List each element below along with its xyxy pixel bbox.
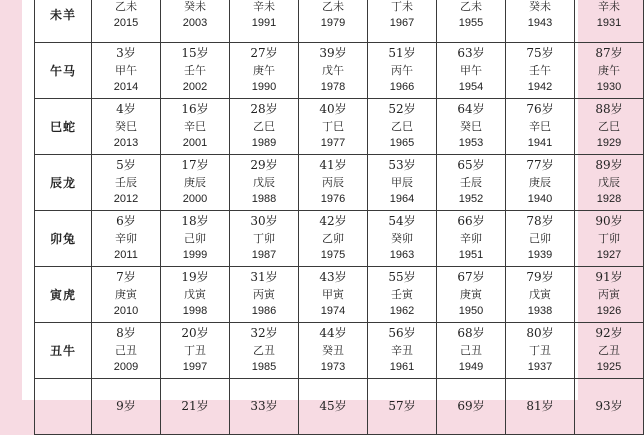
- year-cell: [575, 99, 644, 155]
- year-text: 1974: [320, 305, 346, 317]
- year-cell: [299, 155, 368, 211]
- age-text: 92岁: [595, 326, 623, 340]
- age-text: 41岁: [319, 158, 347, 172]
- age-text: 53岁: [388, 158, 416, 172]
- age-text: 64岁: [457, 102, 485, 116]
- age-text: 42岁: [319, 214, 347, 228]
- year-cell: [368, 99, 437, 155]
- year-cell: [92, 0, 161, 43]
- year-text: 2011: [114, 249, 138, 261]
- age-text: 4岁: [116, 102, 136, 116]
- year-text: 1967: [389, 16, 415, 29]
- document-sheet: [22, 0, 623, 413]
- ganzhi-text: 辛卯: [460, 232, 482, 245]
- ganzhi-text: 己卯: [529, 232, 551, 245]
- year-text: 1975: [320, 249, 346, 261]
- ganzhi-text: 乙未: [460, 0, 482, 13]
- age-text: 55岁: [388, 270, 416, 284]
- table-row: [35, 43, 644, 99]
- ganzhi-text: 甲寅: [322, 288, 344, 301]
- year-cell: [437, 323, 506, 379]
- ganzhi-text: 乙丑: [598, 344, 620, 357]
- age-text: 39岁: [319, 46, 347, 60]
- ganzhi-text: 辛丑: [391, 344, 413, 357]
- year-cell: [161, 323, 230, 379]
- age-text: 88岁: [595, 102, 623, 116]
- age-text: 77岁: [526, 158, 554, 172]
- year-cell: [161, 99, 230, 155]
- age-text: 43岁: [319, 270, 347, 284]
- ganzhi-text: 甲辰: [391, 176, 413, 189]
- year-cell: [575, 155, 644, 211]
- year-text: 1988: [251, 193, 277, 205]
- year-cell: [575, 211, 644, 267]
- year-cell: [299, 0, 368, 43]
- year-text: 2010: [113, 305, 139, 317]
- year-text: 1937: [527, 361, 553, 373]
- year-cell: [368, 0, 437, 43]
- year-cell: [437, 211, 506, 267]
- year-cell: [575, 43, 644, 99]
- year-text: 1951: [458, 249, 484, 261]
- year-text: 1978: [320, 81, 346, 93]
- year-text: 1987: [251, 249, 277, 261]
- ganzhi-text: 壬午: [184, 64, 206, 77]
- year-text: 1990: [251, 81, 277, 93]
- year-cell: [230, 379, 299, 435]
- year-text: 1965: [389, 137, 415, 149]
- age-text: 40岁: [319, 102, 347, 116]
- year-cell: [299, 99, 368, 155]
- age-text: 27岁: [250, 46, 278, 60]
- ganzhi-text: 甲午: [115, 64, 137, 77]
- year-text: 1938: [527, 305, 553, 317]
- age-text: 9岁: [116, 399, 136, 413]
- ganzhi-text: 己丑: [460, 344, 482, 357]
- age-text: 6岁: [116, 214, 136, 228]
- age-text: 68岁: [457, 326, 485, 340]
- age-text: 28岁: [250, 102, 278, 116]
- zodiac-label: [35, 379, 92, 435]
- age-text: 21岁: [181, 399, 209, 413]
- ganzhi-text: 癸丑: [322, 344, 344, 357]
- year-text: 1949: [458, 361, 484, 373]
- table-row: [35, 211, 644, 267]
- age-text: 16岁: [181, 102, 209, 116]
- age-text: 67岁: [457, 270, 485, 284]
- year-cell: [575, 0, 644, 43]
- table-row: [35, 155, 644, 211]
- year-cell: [506, 267, 575, 323]
- age-text: 65岁: [457, 158, 485, 172]
- zodiac-label: 卯兔: [35, 211, 92, 267]
- year-text: 1928: [596, 193, 622, 205]
- ganzhi-text: 癸未: [184, 0, 206, 13]
- year-text: 1929: [596, 137, 622, 149]
- zodiac-label: 巳蛇: [35, 99, 92, 155]
- year-cell: [92, 43, 161, 99]
- year-cell: [230, 323, 299, 379]
- year-text: 1961: [389, 361, 415, 373]
- ganzhi-text: 甲午: [460, 64, 482, 77]
- age-text: 32岁: [250, 326, 278, 340]
- age-text: 7岁: [116, 270, 136, 284]
- table-row: [35, 267, 644, 323]
- year-cell: [299, 267, 368, 323]
- year-cell: [506, 155, 575, 211]
- year-text: 1999: [182, 249, 208, 261]
- year-text: 2009: [113, 361, 139, 373]
- year-cell: [92, 379, 161, 435]
- ganzhi-text: 己丑: [115, 344, 137, 357]
- table-row: [35, 379, 644, 435]
- year-text: 2001: [182, 137, 208, 149]
- year-cell: [437, 99, 506, 155]
- age-text: 91岁: [595, 270, 623, 284]
- year-text: 2015: [113, 16, 139, 29]
- ganzhi-text: 戊辰: [253, 176, 275, 189]
- age-text: 78岁: [526, 214, 554, 228]
- year-cell: [368, 379, 437, 435]
- year-cell: [368, 211, 437, 267]
- year-text: 1950: [458, 305, 484, 317]
- year-text: 1943: [527, 16, 553, 29]
- age-text: 87岁: [595, 46, 623, 60]
- year-cell: [506, 211, 575, 267]
- year-cell: [230, 43, 299, 99]
- year-text: 1955: [458, 16, 484, 29]
- year-text: 1926: [596, 305, 622, 317]
- ganzhi-text: 壬午: [529, 64, 551, 77]
- year-cell: [368, 43, 437, 99]
- ganzhi-text: 辛未: [598, 0, 620, 13]
- year-text: 1931: [596, 16, 622, 29]
- year-text: 1942: [527, 81, 553, 93]
- year-text: 2012: [113, 193, 139, 205]
- year-cell: [161, 267, 230, 323]
- age-text: 80岁: [526, 326, 554, 340]
- ganzhi-text: 庚寅: [460, 288, 482, 301]
- ganzhi-text: 乙丑: [253, 344, 275, 357]
- year-text: 1991: [251, 16, 277, 29]
- age-text: 31岁: [250, 270, 278, 284]
- age-text: 44岁: [319, 326, 347, 340]
- table-row: [35, 99, 644, 155]
- ganzhi-text: 丁丑: [529, 344, 551, 357]
- year-text: 1954: [458, 81, 484, 93]
- year-cell: [230, 0, 299, 43]
- age-text: 57岁: [388, 399, 416, 413]
- year-cell: [506, 379, 575, 435]
- ganzhi-text: 乙巳: [253, 120, 275, 133]
- year-cell: [368, 267, 437, 323]
- ganzhi-text: 乙巳: [598, 120, 620, 133]
- ganzhi-text: 壬辰: [460, 176, 482, 189]
- table-row: [35, 0, 644, 43]
- age-text: 17岁: [181, 158, 209, 172]
- year-cell: [230, 267, 299, 323]
- year-cell: [92, 99, 161, 155]
- ganzhi-text: 癸巳: [115, 120, 137, 133]
- ganzhi-text: 癸卯: [391, 232, 413, 245]
- year-cell: [368, 155, 437, 211]
- ganzhi-text: 丁未: [391, 0, 413, 13]
- ganzhi-text: 丁卯: [253, 232, 275, 245]
- year-cell: [299, 211, 368, 267]
- age-text: 20岁: [181, 326, 209, 340]
- age-text: 93岁: [595, 399, 623, 413]
- zodiac-label: 辰龙: [35, 155, 92, 211]
- ganzhi-text: 庚午: [598, 64, 620, 77]
- year-text: 2003: [182, 16, 208, 29]
- year-cell: [299, 323, 368, 379]
- year-cell: [230, 155, 299, 211]
- year-cell: [299, 379, 368, 435]
- zodiac-label: 未羊: [35, 0, 92, 43]
- zodiac-label: 寅虎: [35, 267, 92, 323]
- ganzhi-text: 丙寅: [253, 288, 275, 301]
- year-text: 1952: [458, 193, 484, 205]
- year-text: 1940: [527, 193, 553, 205]
- year-cell: [506, 99, 575, 155]
- year-cell: [92, 267, 161, 323]
- ganzhi-text: 辛巳: [184, 120, 206, 133]
- year-cell: [506, 43, 575, 99]
- ganzhi-text: 辛巳: [529, 120, 551, 133]
- age-text: 29岁: [250, 158, 278, 172]
- age-text: 81岁: [526, 399, 554, 413]
- ganzhi-text: 丁丑: [184, 344, 206, 357]
- age-text: 52岁: [388, 102, 416, 116]
- age-text: 5岁: [116, 158, 136, 172]
- year-text: 2013: [113, 137, 139, 149]
- year-cell: [437, 43, 506, 99]
- year-text: 1986: [251, 305, 277, 317]
- year-text: 1976: [320, 193, 346, 205]
- zodiac-label: 丑牛: [35, 323, 92, 379]
- year-text: 1953: [458, 137, 484, 149]
- age-text: 51岁: [388, 46, 416, 60]
- year-cell: [161, 211, 230, 267]
- age-text: 8岁: [116, 326, 136, 340]
- age-text: 54岁: [388, 214, 416, 228]
- age-text: 15岁: [181, 46, 209, 60]
- year-cell: [230, 99, 299, 155]
- year-cell: [575, 267, 644, 323]
- year-text: 1930: [596, 81, 622, 93]
- year-cell: [575, 323, 644, 379]
- age-text: 45岁: [319, 399, 347, 413]
- zodiac-label: 午马: [35, 43, 92, 99]
- year-cell: [92, 211, 161, 267]
- year-text: 1997: [182, 361, 208, 373]
- ganzhi-text: 辛卯: [115, 232, 137, 245]
- year-text: 1939: [527, 249, 553, 261]
- year-cell: [161, 379, 230, 435]
- table-row: [35, 323, 644, 379]
- year-text: 1941: [527, 137, 553, 149]
- year-text: 1925: [596, 361, 622, 373]
- year-cell: [368, 323, 437, 379]
- age-text: 18岁: [181, 214, 209, 228]
- year-cell: [92, 323, 161, 379]
- year-text: 1979: [320, 16, 346, 29]
- year-cell: [506, 323, 575, 379]
- age-text: 75岁: [526, 46, 554, 60]
- year-text: 1962: [389, 305, 415, 317]
- age-text: 19岁: [181, 270, 209, 284]
- age-text: 56岁: [388, 326, 416, 340]
- year-cell: [437, 267, 506, 323]
- ganzhi-text: 丙辰: [322, 176, 344, 189]
- year-text: 1989: [251, 137, 277, 149]
- table-body: [35, 0, 644, 435]
- ganzhi-text: 戊寅: [529, 288, 551, 301]
- ganzhi-text: 壬寅: [391, 288, 413, 301]
- age-text: 76岁: [526, 102, 554, 116]
- ganzhi-text: 己卯: [184, 232, 206, 245]
- ganzhi-text: 辛未: [253, 0, 275, 13]
- year-text: 1973: [320, 361, 346, 373]
- year-cell: [575, 379, 644, 435]
- ganzhi-text: 丙午: [391, 64, 413, 77]
- ganzhi-text: 庚午: [253, 64, 275, 77]
- age-text: 33岁: [250, 399, 278, 413]
- ganzhi-text: 丁巳: [322, 120, 344, 133]
- year-cell: [92, 155, 161, 211]
- ganzhi-text: 癸巳: [460, 120, 482, 133]
- year-cell: [161, 155, 230, 211]
- ganzhi-text: 壬辰: [115, 176, 137, 189]
- ganzhi-text: 乙未: [322, 0, 344, 13]
- ganzhi-text: 戊寅: [184, 288, 206, 301]
- year-cell: [161, 0, 230, 43]
- year-text: 1977: [320, 137, 346, 149]
- year-cell: [161, 43, 230, 99]
- year-cell: [299, 43, 368, 99]
- ganzhi-text: 丁卯: [598, 232, 620, 245]
- zodiac-age-table: [34, 0, 644, 435]
- ganzhi-text: 乙巳: [391, 120, 413, 133]
- year-cell: [506, 0, 575, 43]
- year-cell: [437, 0, 506, 43]
- age-text: 69岁: [457, 399, 485, 413]
- year-text: 1998: [182, 305, 208, 317]
- ganzhi-text: 戊辰: [598, 176, 620, 189]
- year-text: 1985: [251, 361, 277, 373]
- age-text: 66岁: [457, 214, 485, 228]
- year-text: 2000: [182, 193, 208, 205]
- year-text: 1966: [389, 81, 415, 93]
- ganzhi-text: 丙寅: [598, 288, 620, 301]
- ganzhi-text: 庚辰: [184, 176, 206, 189]
- ganzhi-text: 庚辰: [529, 176, 551, 189]
- year-cell: [437, 155, 506, 211]
- year-text: 1927: [596, 249, 622, 261]
- age-text: 79岁: [526, 270, 554, 284]
- age-text: 3岁: [116, 46, 136, 60]
- year-cell: [230, 211, 299, 267]
- ganzhi-text: 戊午: [322, 64, 344, 77]
- ganzhi-text: 庚寅: [115, 288, 137, 301]
- ganzhi-text: 乙卯: [322, 232, 344, 245]
- year-text: 1964: [389, 193, 415, 205]
- age-text: 90岁: [595, 214, 623, 228]
- ganzhi-text: 乙未: [115, 0, 137, 13]
- ganzhi-text: 癸未: [529, 0, 551, 13]
- year-text: 2014: [113, 81, 139, 93]
- year-text: 1963: [389, 249, 415, 261]
- year-text: 2002: [182, 81, 208, 93]
- age-text: 30岁: [250, 214, 278, 228]
- age-text: 89岁: [595, 158, 623, 172]
- year-cell: [437, 379, 506, 435]
- age-text: 63岁: [457, 46, 485, 60]
